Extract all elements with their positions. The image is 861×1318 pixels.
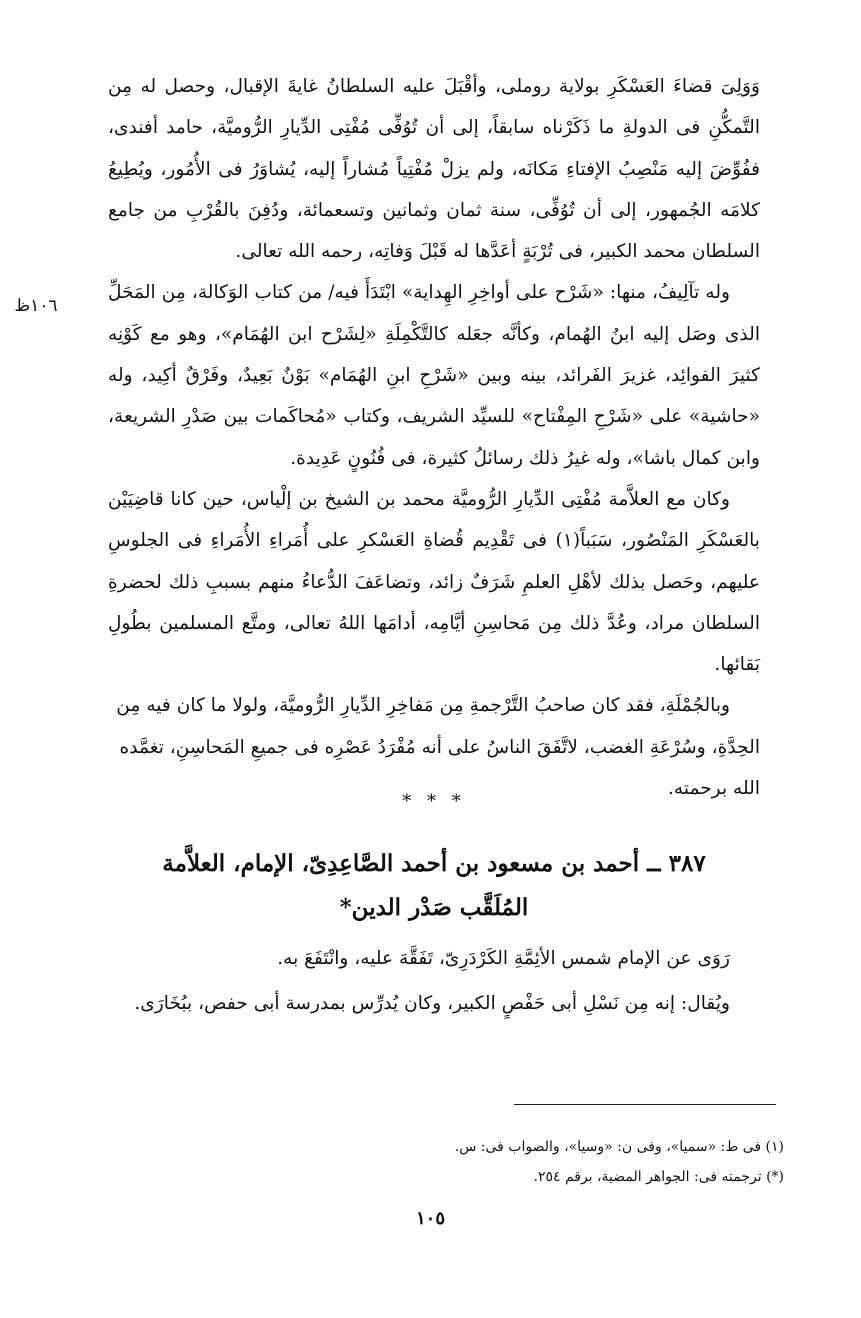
entry-heading (108, 842, 760, 930)
marginal-folio-note: ١٠٦ظ (14, 296, 58, 316)
footnote: (١) فى ط: «سميا»، وفى ن: «وسيا»، والصواب فى: س. (454, 1139, 784, 1155)
entry-text (108, 936, 760, 1026)
paragraph: رَوَى عن الإمام شمس الأئِمَّةِ الكَرْدَرِىّ، تَفَقَّهَ عليه، وانْتَفَعَ به. (277, 948, 730, 969)
entry-heading-line: المُلَقَّب صَدْر الدين* (339, 894, 529, 921)
main-text (108, 66, 760, 809)
page-number: ١٠٥ (415, 1208, 445, 1229)
entry-heading-line: ٣٨٧ ــ أحمد بن مسعود بن أحمد الصَّاعِدِىّ، الإمام، العلاَّمة (162, 850, 706, 877)
footnote-divider (514, 1104, 776, 1105)
section-separator: * * * (402, 791, 466, 812)
paragraph: وكان مع العلاَّمة مُفْتِى الدِّيارِ الرُّوميَّة محمد بن الشيخ بن إلْياس، حين كانا قاضِيَيْن بالعَسْكَرِ المَنْصُور، سَبَباً(١) فى تَقْدِيم قُضاةِ العَسْكرِ على أُمَراءِ الأُمَراءِ فى الجلوسِ عليهم، وحَصل بذلك لأهْلِ العلمِ شَرَفٌ زائد، وتضاعَفَ الدُّعاءُ منهم بسببِ ذلك لحضرةِ السلطان مراد، وعُدَّ ذلك مِن مَحاسِنِ أيَّامِه، أدامَها اللهُ تعالى، ومتَّع المسلمين بطُولِ بَقائها. (108, 488, 760, 676)
paragraph: وله تآلِيفُ، منها: «شَرْح على أواخِرِ الهِداية» ابْتَدَأَ فيه/ من كتاب الوَكالة، مِن المَحَلِّ الذى وصَل إليه ابنُ الهُمام، وكأنَّه جعَله كالتَّكْمِلَةِ «لِشَرْح ابن الهُمَام»، وهو مع كَوْنِه كثيرَ الفوائِد، غزيرَ الفَرائد، بينه وبين «شَرْحِ ابنِ الهُمَام» بَوْنٌ بَعِيدٌ، وفَرْقٌ أكِيد، وله «حاشية» على «شَرْحِ المِفْتاح» للسيِّد الشريف، وكتاب «مُحاكَمات بين صَدْرِ الشريعة، وابن كمال باشا»، وله غيرُ ذلك رسائلُ كثيرة، فى فُنُونٍ عَدِيدة. (108, 282, 760, 469)
paragraph: ويُقال: إنه مِن نَسْلِ أبى حَفْصٍ الكبير، وكان يُدرِّس بمدرسة أبى حفص، ببُخَارَى. (134, 993, 730, 1014)
footnote: (*) ترجمته فى: الجواهر المضية، برقم ٢٥٤. (533, 1169, 784, 1185)
paragraph: وَوَلِىَ قضاءَ العَسْكَرِ بولاية روملى، وأقْبَلَ عليه السلطانُ غايةَ الإقبال، وحصل له مِن التَّمكُّنِ فى الدولةِ ما ذَكَرْناه سابقاً، إلى أن تُوُفِّى مُفْتِى الدِّيارِ الرُّوميَّة، حامد أفندى، ففُوِّضَ إليه مَنْصِبُ الإفتاءِ مَكانَه، ولم يزلْ مُفْتِياً مُشاراً إليه، يُشاوَرُ فى الأُمُور، ويُطِيعُ كلامَه الجُمهور، إلى أن تُوُفِّى، سنة ثمان وثمانين وتسعمائة، ودُفِنَ بالقُرْبِ من جامع السلطان محمد الكبير، فى تُرْبَةٍ أعَدَّها له قَبْلَ وَفاتِه، رحمه الله تعالى. (108, 76, 760, 263)
paragraph: وبالجُمْلَةِ، فقد كان صاحبُ التَّرْجمةِ مِن مَفاخِرِ الدِّيارِ الرُّوميَّة، ولولا ما كان فيه مِن الحِدَّةِ، وسُرْعَةِ الغضب، لاتَّفَقَ الناسُ على أنه مُفْرَدُ عَصْرِه فى جميعِ المَحاسِنِ، تغمَّده الله برحمته. (116, 695, 760, 800)
footnotes (108, 1132, 784, 1192)
